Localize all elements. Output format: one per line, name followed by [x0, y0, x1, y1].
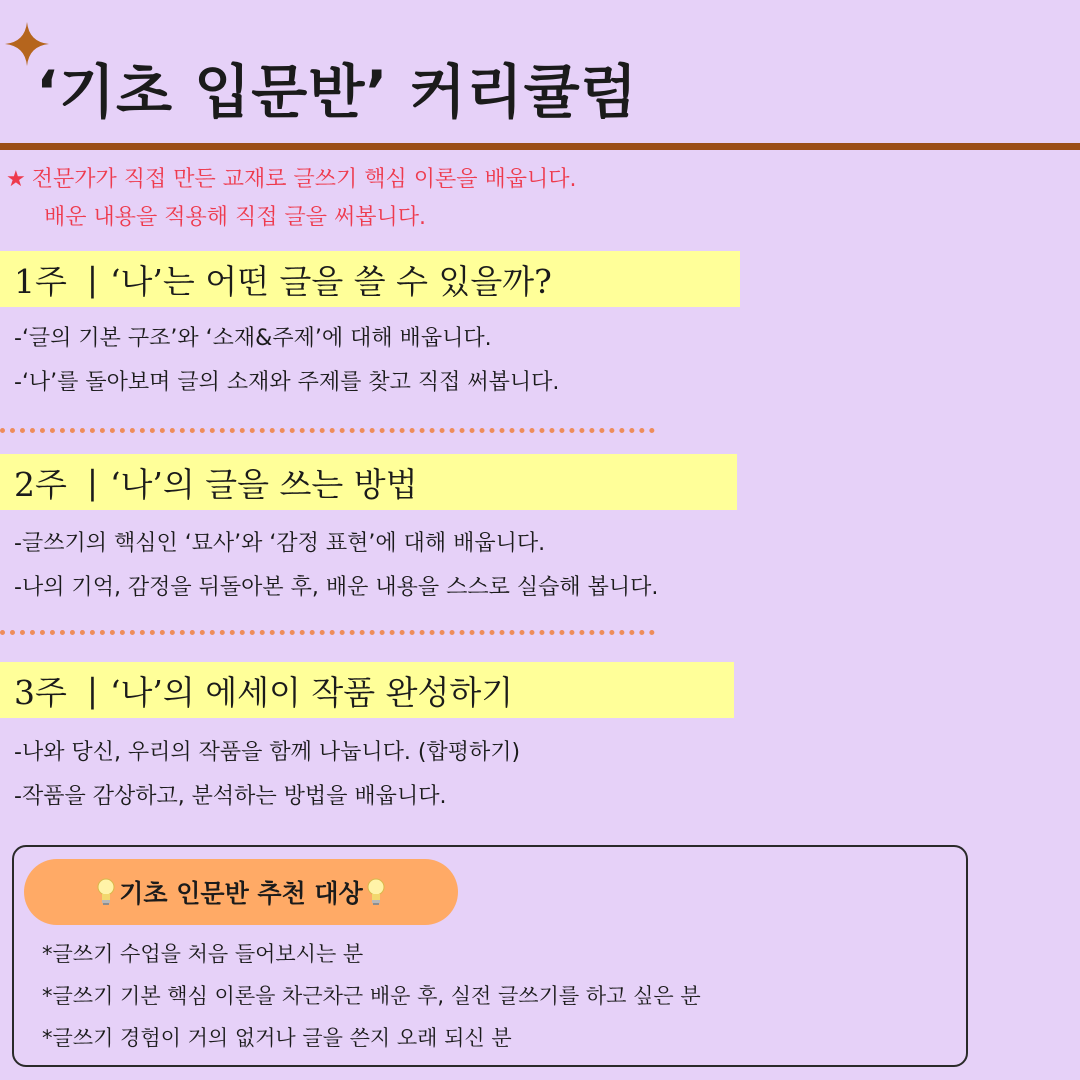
- lightbulb-icon: [95, 877, 117, 907]
- recommendation-item-1: *글쓰기 수업을 처음 들어보시는 분: [42, 942, 364, 966]
- star-icon: ★: [6, 167, 26, 192]
- intro-line-1-text: 전문가가 직접 만든 교재로 글쓰기 핵심 이론을 배웁니다.: [31, 167, 577, 192]
- recommendation-title-badge: [24, 859, 458, 925]
- week-1-item-1: -‘글의 기본 구조’와 ‘소재&주제’에 대해 배웁니다.: [14, 326, 492, 351]
- week-3-title: ‘나’의 에세이 작품 완성하기: [110, 672, 514, 712]
- week-2-description: [14, 522, 658, 610]
- week-1-title: ‘나’는 어떤 글을 쓸 수 있을까?: [110, 261, 552, 301]
- week-2-item-1: -글쓰기의 핵심인 ‘묘사’와 ‘감정 표현’에 대해 배웁니다.: [14, 531, 546, 556]
- section-divider-2: [0, 630, 655, 635]
- recommendation-title: 기초 인문반 추천 대상: [119, 879, 363, 908]
- week-1-number: 1주: [14, 261, 67, 301]
- week-1-separator: |: [86, 259, 98, 299]
- week-2-header: [0, 454, 737, 510]
- recommendation-item-2: *글쓰기 기본 핵심 이론을 차근차근 배운 후, 실전 글쓰기를 하고 싶은 분: [42, 984, 701, 1008]
- intro-line-2: 배운 내용을 적용해 직접 글을 써봅니다.: [44, 205, 426, 230]
- intro-text: [6, 161, 576, 237]
- intro-line-1: [6, 161, 576, 199]
- lightbulb-icon: [365, 877, 387, 907]
- week-3-header: [0, 662, 734, 718]
- recommendation-item-3: *글쓰기 경험이 거의 없거나 글을 쓴지 오래 되신 분: [42, 1026, 512, 1050]
- week-1-header: [0, 251, 740, 307]
- week-3-item-2: -작품을 감상하고, 분석하는 방법을 배웁니다.: [14, 784, 447, 809]
- page-title: ‘기초 입문반’ 커리큘럼: [36, 58, 638, 126]
- week-3-item-1: -나와 당신, 우리의 작품을 함께 나눕니다. (합평하기): [14, 740, 521, 765]
- recommendation-list: [42, 933, 701, 1059]
- week-3-description: [14, 731, 520, 819]
- title-divider: [0, 143, 1080, 150]
- week-2-number: 2주: [14, 464, 67, 504]
- week-2-separator: |: [86, 462, 98, 502]
- week-1-description: [14, 317, 559, 405]
- week-1-item-2: -‘나’를 돌아보며 글의 소재와 주제를 찾고 직접 써봅니다.: [14, 370, 560, 395]
- week-2-item-2: -나의 기억, 감정을 뒤돌아본 후, 배운 내용을 스스로 실습해 봅니다.: [14, 575, 659, 600]
- week-3-number: 3주: [14, 672, 67, 712]
- week-2-title: ‘나’의 글을 쓰는 방법: [110, 464, 418, 504]
- section-divider-1: [0, 428, 655, 433]
- recommendation-box: [12, 845, 968, 1067]
- week-3-separator: |: [86, 670, 98, 710]
